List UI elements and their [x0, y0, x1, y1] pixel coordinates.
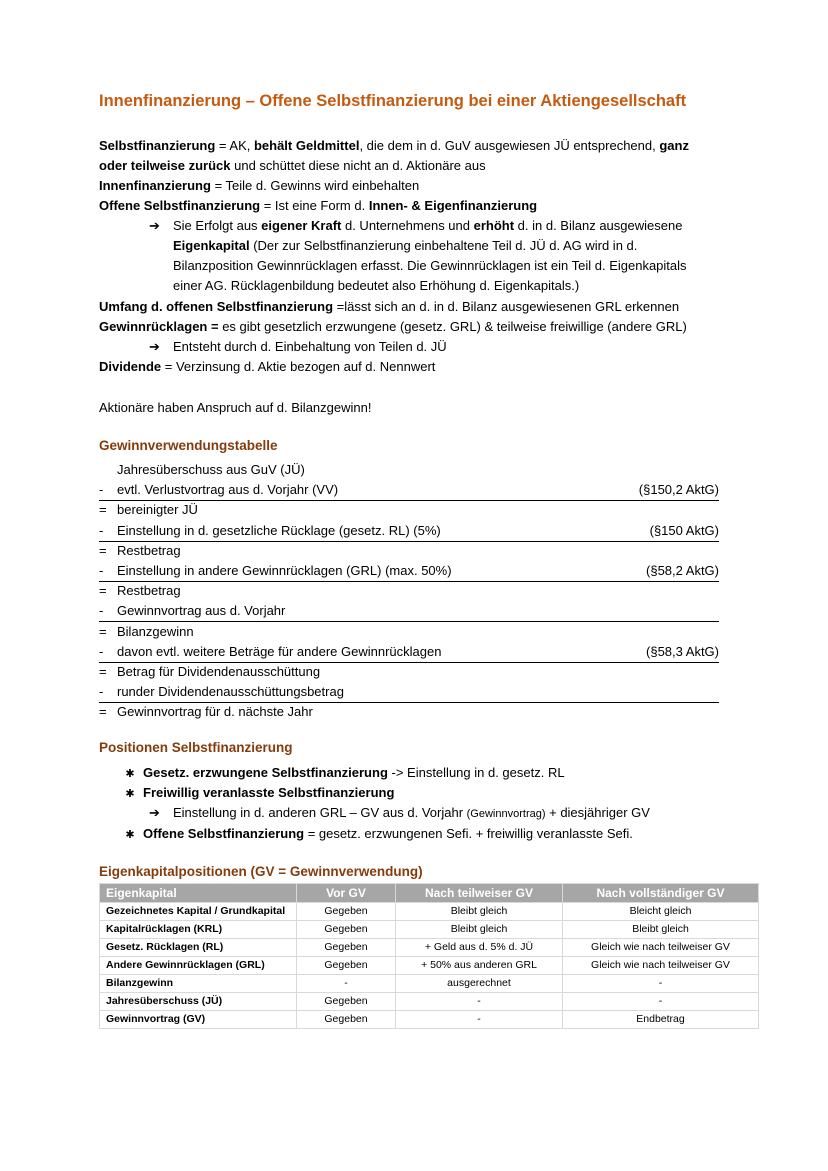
- gv-row-text: Gewinnvortrag für d. nächste Jahr: [117, 704, 313, 720]
- arrow-point-line-3: Bilanzposition Gewinnrücklagen erfasst. Die Gewinnrücklagen ist ein Teil d. Eigenkapitals: [173, 258, 687, 273]
- asterisk-bullet-icon: ✱: [125, 768, 135, 780]
- gv-row-operator: =: [99, 583, 107, 599]
- gv-row-reference: (§150 AktG): [649, 522, 719, 538]
- ek-cell: Gegeben: [297, 1011, 396, 1029]
- definition-selbstfinanzierung-cont: oder teilweise zurück und schüttet diese nicht an d. Aktionäre aus: [99, 158, 486, 173]
- gv-table-row: [99, 561, 719, 582]
- ek-row-label: Gesetz. Rücklagen (RL): [100, 939, 297, 957]
- gv-row-operator: -: [99, 603, 104, 619]
- arrow-point-einbehaltung: ➔ Entsteht durch d. Einbehaltung von Teilen d. JÜ: [149, 337, 447, 357]
- gv-table-row: [99, 642, 719, 663]
- ek-cell: Gegeben: [297, 903, 396, 921]
- ek-cell: ausgerechnet: [396, 975, 563, 993]
- gv-table-row: [99, 480, 719, 501]
- ek-cell: -: [396, 1011, 563, 1029]
- gv-row-operator: -: [99, 643, 104, 659]
- note-anspruch: Aktionäre haben Anspruch auf d. Bilanzgewinn!: [99, 400, 372, 415]
- gv-row-operator: =: [99, 704, 107, 720]
- ek-cell: Gegeben: [297, 939, 396, 957]
- gv-table-heading: Gewinnverwendungstabelle: [99, 438, 278, 453]
- ek-table-row: [100, 921, 759, 939]
- ek-table-row: [100, 1011, 759, 1029]
- gv-row-text: evtl. Verlustvortrag aus d. Vorjahr (VV): [117, 482, 339, 498]
- ek-cell: -: [297, 975, 396, 993]
- gv-row-text: bereinigter JÜ: [117, 502, 198, 518]
- gv-row-text: Bilanzgewinn: [117, 623, 194, 639]
- gv-row-text: runder Dividendenausschüttungsbetrag: [117, 684, 344, 700]
- ek-row-label: Bilanzgewinn: [100, 975, 297, 993]
- definition-umfang: Umfang d. offenen Selbstfinanzierung =lässt sich an d. in d. Bilanz ausgewiesenen GRL erkennen: [99, 299, 680, 314]
- gv-table-row: [99, 601, 719, 622]
- ek-cell: + 50% aus anderen GRL: [396, 957, 563, 975]
- ek-header-vollstaendig: Nach vollständiger GV: [563, 884, 759, 903]
- ek-cell: Bleicht gleich: [563, 903, 759, 921]
- gv-table-row: [99, 581, 719, 601]
- ek-cell: Bleibt gleich: [563, 921, 759, 939]
- definition-selbstfinanzierung: Selbstfinanzierung = AK, behält Geldmittel, die dem in d. GuV ausgewiesen JÜ entsprechend, ganz: [99, 138, 689, 153]
- gv-table-row: [99, 460, 719, 480]
- ek-row-label: Jahresüberschuss (JÜ): [100, 993, 297, 1011]
- bullet-freiwillig: ✱ Freiwillig veranlasste Selbstfinanzierung: [117, 783, 394, 804]
- ek-cell: Bleibt gleich: [396, 903, 563, 921]
- arrow-point-line-4: einer AG. Rücklagenbildung bedeutet also Erhöhung d. Eigenkapitals.): [173, 278, 580, 293]
- gv-table-row: [99, 500, 719, 520]
- gv-row-operator: =: [99, 542, 107, 558]
- gv-table-row: [99, 662, 719, 682]
- bullet-offene-sf: ✱ Offene Selbstfinanzierung = gesetz. erzwungenen Sefi. + freiwillig veranlasste Sefi.: [117, 824, 633, 845]
- gv-row-reference: (§58,3 AktG): [646, 643, 719, 659]
- ek-cell: -: [563, 993, 759, 1011]
- gv-row-text: Restbetrag: [117, 583, 181, 599]
- gv-table-row: [99, 541, 719, 561]
- ek-header-eigenkapital: Eigenkapital: [100, 884, 297, 903]
- arrow-point-eigene-kraft: ➔ Sie Erfolgt aus eigener Kraft d. Unternehmens und erhöht d. in d. Bilanz ausgewiesene: [149, 216, 682, 236]
- gv-row-operator: =: [99, 502, 107, 518]
- ek-header-vor-gv: Vor GV: [297, 884, 396, 903]
- arrow-icon: ➔: [149, 218, 160, 233]
- bullet-gesetz-erzwungen: ✱ Gesetz. erzwungene Selbstfinanzierung -> Einstellung in d. gesetz. RL: [117, 763, 565, 784]
- ek-table-header-row: [100, 884, 759, 903]
- arrow-icon: ➔: [149, 805, 160, 820]
- gv-row-text: Betrag für Dividendenausschüttung: [117, 664, 321, 679]
- ek-row-label: Gewinnvortrag (GV): [100, 1011, 297, 1029]
- ek-table-row: [100, 957, 759, 975]
- ek-cell: Bleibt gleich: [396, 921, 563, 939]
- ek-row-label: Kapitalrücklagen (KRL): [100, 921, 297, 939]
- gv-table-row: [99, 682, 719, 703]
- definition-offene-selbstfinanzierung: Offene Selbstfinanzierung = Ist eine Form d. Innen- & Eigenfinanzierung: [99, 198, 538, 213]
- ek-cell: Gleich wie nach teilweiser GV: [563, 957, 759, 975]
- ek-table-heading: Eigenkapitalpositionen (GV = Gewinnverwendung): [99, 864, 423, 879]
- asterisk-bullet-icon: ✱: [125, 788, 135, 800]
- ek-cell: + Geld aus d. 5% d. JÜ: [396, 939, 563, 957]
- arrow-point-andere-grl: ➔ Einstellung in d. anderen GRL – GV aus d. Vorjahr (Gewinnvortrag) + diesjähriger GV: [149, 803, 650, 824]
- gv-row-text: davon evtl. weitere Beträge für andere Gewinnrücklagen: [117, 643, 442, 659]
- ek-cell: Gegeben: [297, 957, 396, 975]
- gv-table-row: [99, 622, 719, 642]
- gv-row-operator: =: [99, 623, 107, 639]
- gv-row-operator: -: [99, 482, 104, 498]
- gv-row-reference: (§150,2 AktG): [638, 482, 719, 498]
- ek-table-row: [100, 903, 759, 921]
- gv-row-text: Einstellung in d. gesetzliche Rücklage (gesetz. RL) (5%): [117, 522, 441, 538]
- definition-gewinnruecklagen: Gewinnrücklagen = es gibt gesetzlich erzwungene (gesetz. GRL) & teilweise freiwillige (andere GRL): [99, 319, 687, 334]
- ek-table: [99, 883, 759, 1029]
- gv-table-row: [99, 702, 719, 722]
- positionen-heading: Positionen Selbstfinanzierung: [99, 740, 293, 755]
- gv-row-operator: =: [99, 664, 107, 679]
- definition-dividende: Dividende = Verzinsung d. Aktie bezogen auf d. Nennwert: [99, 359, 436, 374]
- definition-innenfinanzierung: Innenfinanzierung = Teile d. Gewinns wird einbehalten: [99, 178, 420, 193]
- ek-table-row: [100, 993, 759, 1011]
- gv-row-text: Jahresüberschuss aus GuV (JÜ): [117, 462, 305, 477]
- ek-cell: Gleich wie nach teilweiser GV: [563, 939, 759, 957]
- gv-row-text: Restbetrag: [117, 542, 181, 558]
- ek-cell: Gegeben: [297, 921, 396, 939]
- ek-table-row: [100, 975, 759, 993]
- ek-cell: Endbetrag: [563, 1011, 759, 1029]
- gv-row-text: Gewinnvortrag aus d. Vorjahr: [117, 603, 286, 619]
- ek-row-label: Gezeichnetes Kapital / Grundkapital: [100, 903, 297, 921]
- asterisk-bullet-icon: ✱: [125, 829, 135, 841]
- arrow-point-line-2: Eigenkapital (Der zur Selbstfinanzierung einbehaltene Teil d. JÜ d. AG wird in d.: [173, 238, 638, 253]
- ek-cell: Gegeben: [297, 993, 396, 1011]
- arrow-icon: ➔: [149, 339, 160, 354]
- gv-table-row: [99, 521, 719, 542]
- ek-cell: -: [396, 993, 563, 1011]
- gv-row-text: Einstellung in andere Gewinnrücklagen (GRL) (max. 50%): [117, 563, 452, 578]
- gv-row-operator: -: [99, 684, 104, 700]
- ek-header-teilweise: Nach teilweiser GV: [396, 884, 563, 903]
- gv-row-operator: -: [99, 563, 104, 578]
- gv-row-reference: (§58,2 AktG): [646, 563, 719, 578]
- gv-row-operator: -: [99, 522, 104, 538]
- ek-cell: -: [563, 975, 759, 993]
- ek-table-row: [100, 939, 759, 957]
- ek-row-label: Andere Gewinnrücklagen (GRL): [100, 957, 297, 975]
- document-title: Innenfinanzierung – Offene Selbstfinanzierung bei einer Aktiengesellschaft: [99, 92, 687, 110]
